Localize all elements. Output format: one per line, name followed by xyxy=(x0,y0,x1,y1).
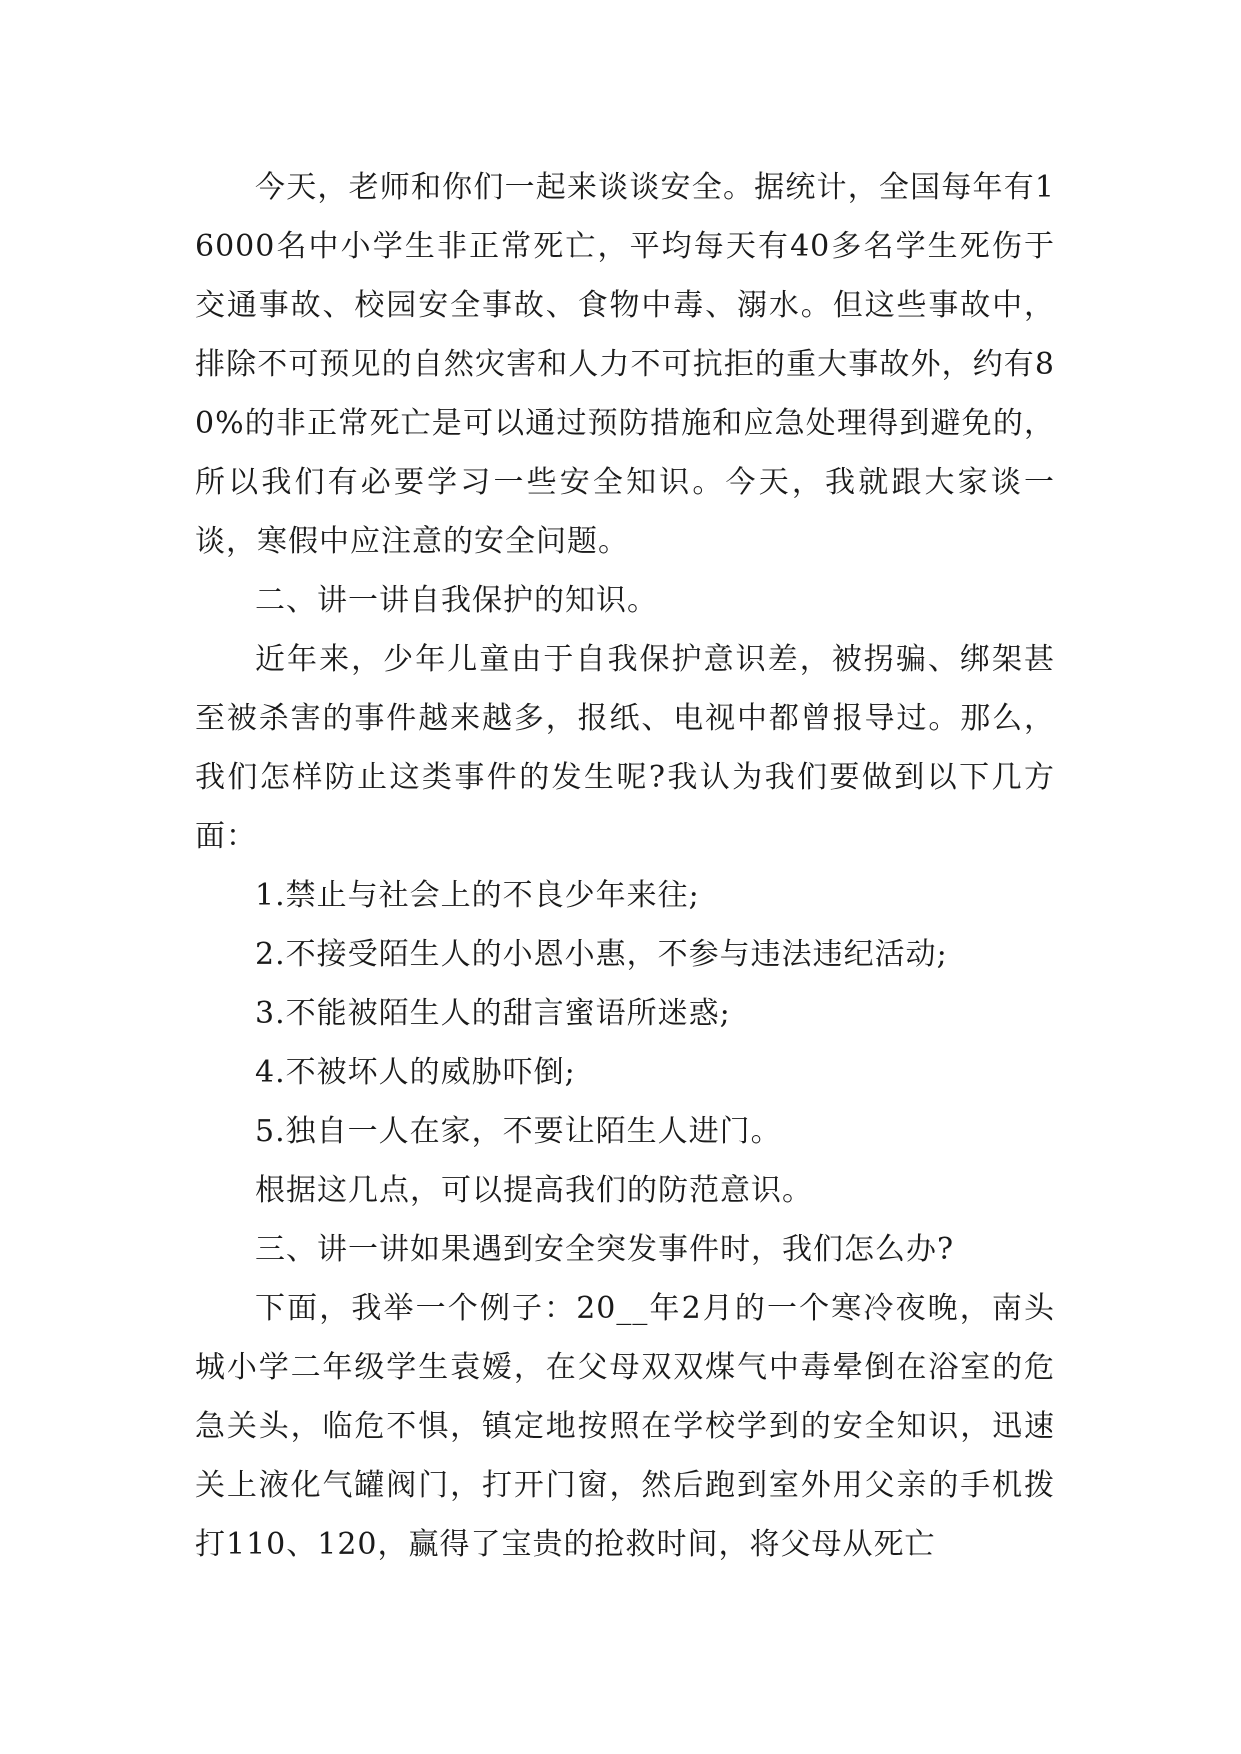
paragraph-example: 下面，我举一个例子：20__年2月的一个寒冷夜晚，南头城小学二年级学生袁嫒，在父母双双煤气中毒晕倒在浴室的危急关头，临危不惧，镇定地按照在学校学到的安全知识，迅速关上液化气罐阀门，打开门窗，然后跑到室外用父亲的手机拨打110、120，赢得了宝贵的抢救时间，将父母从死亡 xyxy=(195,1291,1055,1562)
paragraph-intro: 今天，老师和你们一起来谈谈安全。据统计，全国每年有16000名中小学生非正常死亡，平均每天有40多名学生死伤于交通事故、校园安全事故、食物中毒、溺水。但这些事故中，排除不可预见的自然灾害和人力不可抗拒的重大事故外，约有80%的非正常死亡是可以通过预防措施和应急处理得到避免的，所以我们有必要学习一些安全知识。今天，我就跟大家谈一谈，寒假中应注意的安全问题。 xyxy=(195,170,1055,559)
paragraph-self-protection: 近年来，少年儿童由于自我保护意识差，被拐骗、绑架甚至被杀害的事件越来越多，报纸、电视中都曾报导过。那么，我们怎样防止这类事件的发生呢?我认为我们要做到以下几方面： xyxy=(195,642,1055,854)
section-heading-emergency: 三、讲一讲如果遇到安全突发事件时，我们怎么办? xyxy=(255,1232,955,1267)
list-item-2: 2.不接受陌生人的小恩小惠，不参与违法违纪活动; xyxy=(255,937,948,972)
list-item-1: 1.禁止与社会上的不良少年来往; xyxy=(255,878,700,913)
document-body xyxy=(195,158,1055,1574)
list-item-3: 3.不能被陌生人的甜言蜜语所迷惑; xyxy=(255,996,731,1031)
list-item-5: 5.独自一人在家，不要让陌生人进门。 xyxy=(255,1114,782,1149)
list-item-4: 4.不被坏人的威胁吓倒; xyxy=(255,1055,576,1090)
paragraph-summary: 根据这几点，可以提高我们的防范意识。 xyxy=(255,1173,813,1208)
section-heading-self-protection: 二、讲一讲自我保护的知识。 xyxy=(255,583,658,618)
